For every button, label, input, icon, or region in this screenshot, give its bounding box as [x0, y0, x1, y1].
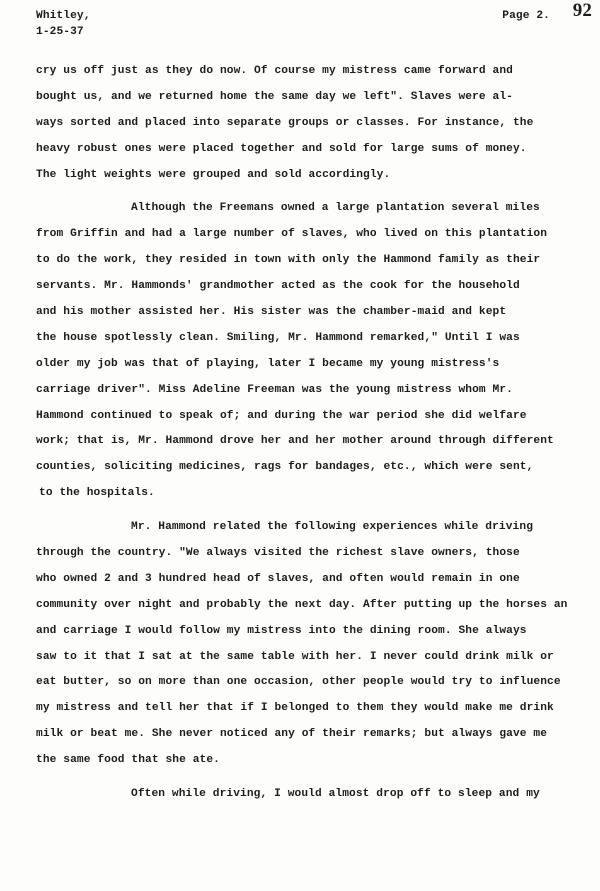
text-line: older my job was that of playing, later I became my young mistress's — [36, 357, 500, 370]
stamped-page-number: 92 — [572, 0, 592, 21]
page-number-label: Page 2. — [502, 10, 550, 22]
text-line: ways sorted and placed into separate groups or classes. For instance, the — [36, 116, 534, 129]
paragraph-start-line: Mr. Hammond related the following experiences while driving — [131, 521, 534, 534]
text-line: heavy robust ones were placed together and sold for large sums of money. — [36, 142, 527, 155]
text-line: carriage driver". Miss Adeline Freeman was the young mistress whom Mr. — [36, 383, 513, 396]
text-line: bought us, and we returned home the same day we left". Slaves were al- — [36, 90, 513, 103]
text-line: and carriage I would follow my mistress into the dining room. She always — [36, 624, 527, 637]
text-line: my mistress and tell her that if I belonged to them they would make me drink — [36, 702, 554, 715]
text-line: milk or beat me. She never noticed any of their remarks; but always gave me — [36, 728, 548, 741]
paragraph-start-line: Often while driving, I would almost drop off to sleep and my — [131, 788, 540, 801]
text-line: Hammond continued to speak of; and during the war period she did welfare — [36, 409, 527, 422]
text-line: from Griffin and had a large number of slaves, who lived on this plantation — [36, 228, 548, 241]
text-line: eat butter, so on more than one occasion, other people would try to influence — [36, 676, 561, 689]
text-line: to do the work, they resided in town with only the Hammond family as their — [36, 254, 541, 267]
typed-body-text — [36, 63, 596, 812]
header-name: Whitley, — [36, 10, 91, 22]
text-line: through the country. "We always visited the richest slave owners, those — [36, 547, 520, 560]
text-line: who owned 2 and 3 hundred head of slaves, and often would remain in one — [36, 572, 520, 585]
text-line: and his mother assisted her. His sister was the chamber-maid and kept — [36, 306, 507, 319]
text-line: the same food that she ate. — [36, 754, 220, 767]
text-line: The light weights were grouped and sold accordingly. — [36, 168, 391, 181]
text-line: community over night and probably the next day. After putting up the horses an — [36, 598, 568, 611]
text-line: counties, soliciting medicines, rags for bandages, etc., which were sent, — [36, 461, 534, 474]
text-line: work; that is, Mr. Hammond drove her and her mother around through different — [36, 435, 554, 448]
header-date: 1-25-37 — [36, 26, 84, 38]
text-line: servants. Mr. Hammonds' grandmother acted as the cook for the household — [36, 280, 520, 293]
text-line: cry us off just as they do now. Of course my mistress came forward and — [36, 65, 513, 77]
text-line: saw to it that I sat at the same table with her. I never could drink milk or — [36, 650, 554, 663]
paragraph-start-line: Although the Freemans owned a large plantation several miles — [131, 202, 540, 215]
text-line: to the hospitals. — [39, 487, 155, 500]
text-line: the house spotlessly clean. Smiling, Mr. Hammond remarked," Until I was — [36, 331, 520, 344]
header-left — [36, 8, 91, 40]
